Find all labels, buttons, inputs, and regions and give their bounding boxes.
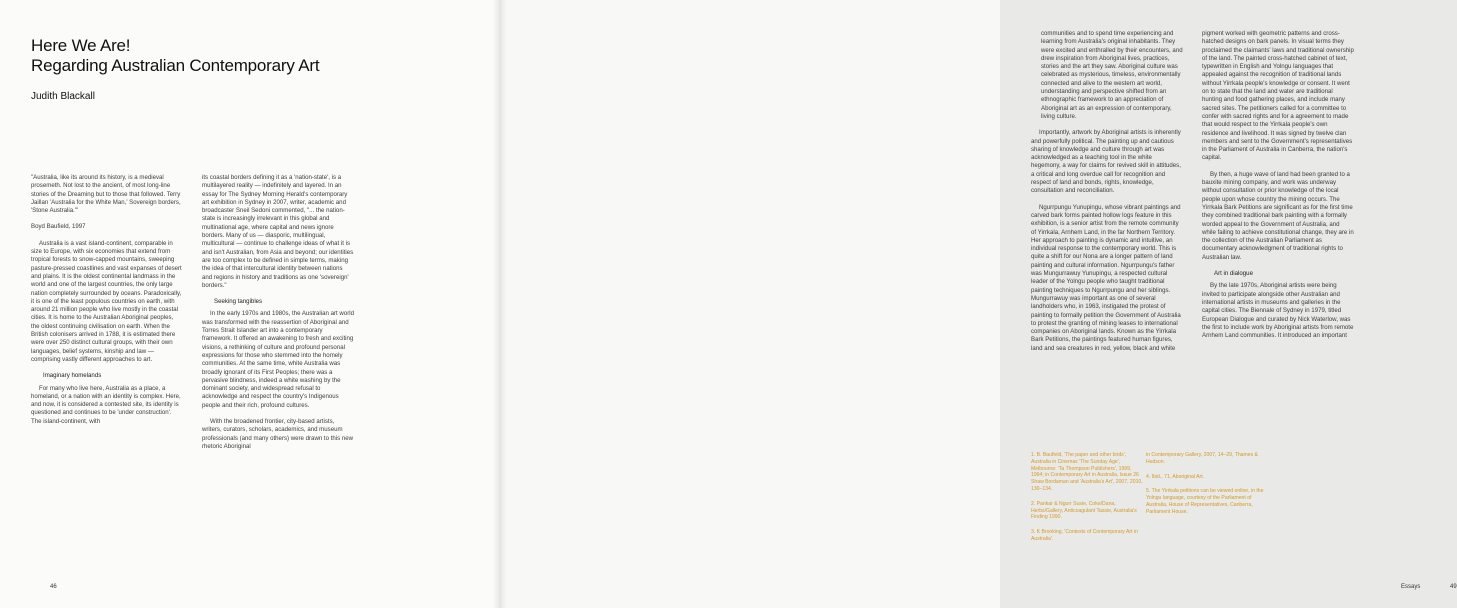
body-paragraph: pigment worked with geometric patterns and cross-hatched designs on bark panels. In visual terms they proclaimed the claimants' laws and traditional ownership of the land. The painted cross-hatched cabinet of text, typewritten in English and Yolngu languages that appealed against the recognition of traditional lands without Yirrkala people's knowledge or consent. It went on to state that the land and water are traditional hunting and food gathering places, and include many sacred sites. The petitioners called for a committee to confer with sacred rights and for a agreement to made that would respect to the Yirrkala people's own residence and livelihood. It was signed by twelve clan members and sent to the Government's representatives in the Parliament of Australia in Canberra, the nation's capital. — [1202, 30, 1354, 162]
body-paragraph: In the early 1970s and 1980s, the Australian art world was transformed with the reassertion of Aboriginal and Torres Strait Islander art into a contemporary framework. It offered an awakening to fresh and exciting visions, a rethinking of culture and profound personal expressions for those who stemmed into the homely communities. At the same time, white Australia was broadly ignorant of its First Peoples; there was a pervasive blindness, indeed a white washing by the dominant society, and widespread refusal to acknowledge and respect the country's Indigenous people and their rich, profound cultures. — [202, 310, 354, 409]
footnote: 1. B. Baufield, 'The paper and other birds', Australia in Cinemas 'The Sunday Age', Melbourne: 'Ta Thompson Publishers', 1999, 1994; in Contemporary Art in Australia, Issue 26 Shaw Bordaman and 'Australia's Art', 2007, 2010, 130–134. — [1031, 452, 1143, 492]
body-paragraph: Ngurrpungu Yunupingu, whose vibrant paintings and carved bark forms painted hollow logs feature in this exhibition, is a senior artist from the remote community of Yirrkala, Arnhem Land, in the far Northern Territory. Her approach to painting is dynamic and intuitive, an individual response to the contemporary world. This is quite a shift for our Nona are a longer pattern of land painting and cultural information. Ngurrpungu's father was Mungurrawuy Yunupingu, a respected cultural leader of the Yolngu people who taught traditional painting techniques to Ngurrpungu and her siblings. Mungurrawuy was important as one of several landholders who, in 1963, instigated the protest of painting to formally petition the Government of Australia to protest the granting of mining leases to international companies on Aboriginal lands. Known as the Yirrkala Bark Petitions, the paintings featured human figures, land and sea creatures in red, yellow, black and white — [1031, 203, 1181, 352]
section-subhead: Imaginary homelands — [43, 372, 102, 380]
body-paragraph: its coastal borders defining it as a 'nation-state', is a multilayered reality — indefinitely and layered. In an essay for The Sydney Morning Herald's contemporary art exhibition in Sydney in 2007, writer, academic and broadcaster Sneil Sedoni commented, "... the nation-state is increasingly irrelevant in this global and multinational age, where capital and news ignore borders. Many of us — diasporic, multilingual, multicultural — continue to challenge ideas of what it is and isn't Australian, from Asia and beyond; our identities are too complex to be defined in simple terms, making the idea of that intercultural identity between nations and regions in history and traditions as one 'sovereign' borders." — [202, 174, 354, 289]
author-name: Judith Blackall — [31, 91, 95, 102]
footnotes-column-1 — [1031, 452, 1143, 557]
body-paragraph: For many who live here, Australia as a place, a homeland, or a nation with an identity is complex. Here, and now, it is considered a contested site, its identity is questioned and continues to be 'under construction'. The island-continent, with — [31, 384, 181, 425]
body-paragraph: communities and to spend time experiencing and learning from Australia's original inhabitants. They were excited and enthralled by their encounters, and drew inspiration from Aboriginal lives, practices, stories and the art they saw. Aboriginal culture was celebrated as mysterious, timeless, environmentally connected and alive to the western art world, understanding and perspective shifted from an ethnographic framework to an appreciation of Aboriginal art as an expression of contemporary, living culture. — [1041, 30, 1183, 120]
title-line-1: Here We Are! — [31, 36, 131, 55]
body-paragraph: By the late 1970s, Aboriginal artists were being invited to participate alongside other Australian and international artists in museums and galleries in the capital cities. The Biennale of Sydney in 1979, titled European Dialogue and curated by Nick Waterlow, was the first to include work by Aboriginal artists from remote Arnhem Land communities. It introduced an important — [1202, 282, 1354, 340]
body-paragraph: With the broadened frontier, city-based artists, writers, curators, scholars, academics, and museum professionals (and many others) were drawn to this new rhetoric Aboriginal — [202, 418, 354, 450]
footnote: 5. The Yirrkala petitions can be viewed online, in the Yolngu language, courtesy of the Parliament of Australia, House of Representatives, Canberra, Parliament House. — [1146, 488, 1264, 515]
body-paragraph: Importantly, artwork by Aboriginal artists is inherently and powerfully political. The painting up and cautious sharing of knowledge and culture through art was acknowledged as a teaching tool in the white hegemony, a way for claims for revived skill in attitudes, a critical and long overdue call for recognition and respect of land and bonds, rights, knowledge, consultation and reconciliation. — [1031, 129, 1181, 195]
epigraph-quote: "Australia, like its around its history, is a medieval prosemeth. Not lost to the ancient, of most long-line stories of the Dreaming but to those that followed. Terry Jaillan 'Australia for the White Man,' Sovereign borders, 'Stone Australia.'" — [31, 174, 181, 215]
section-subhead: Art in dialogue — [1214, 270, 1253, 278]
right-column-1 — [1031, 30, 1183, 450]
left-column-1 — [31, 174, 183, 577]
body-paragraph: By then, a huge wave of land had been granted to a bauxite mining company, and work was underway without consultation or prior knowledge of the local people upon whose country the mining occurs. The Yirrkala Bark Petitions are significant as for the first time they combined traditional bark painting with a formally worded appeal to the Government of Australia, and while failing to achieve constitutional change, they are in the collection of the Australian Parliament as documentary acknowledgment of traditional rights to Australian law. — [1202, 170, 1354, 261]
footnote: in Contemporary Gallery, 2007, 14–29, Thames & Hudson. — [1146, 452, 1258, 465]
footnote: 3. K Brooking, 'Contexts of Contemporary Art in Australia'. — [1031, 529, 1138, 542]
right-column-2 — [1202, 30, 1354, 440]
page-number-left: 46 — [50, 584, 57, 590]
footnote: 4. Ibid., 71, Aboriginal Art. — [1146, 473, 1205, 480]
footnote: 2. Pankar & Ngurr Susie, Coke/Dana, Herbs/Gallery, Anticoagulant Tassie, Australia's Finding 1990. — [1031, 500, 1137, 521]
epigraph-attribution: Boyd Baufield, 1997 — [31, 223, 86, 231]
left-column-2 — [202, 174, 354, 577]
body-paragraph: Australia is a vast island-continent, comparable in size to Europe, with six economies that extend from tropical forests to snow-capped mountains, sweeping pasture-pressed coastlines and vast expanses of desert and plains. It is the oldest continental landmass in the world and one of the largest countries, the only large nation completely surrounded by oceans. Paradoxically, it is one of the least populous countries on earth, with around 21 million people who live mostly in the coastal cities. It is home to the Australian Aboriginal peoples, the oldest continuing civilisation on earth. When the British colonisers arrived in 1788, it is estimated there were over 250 distinct cultural groups, with their own languages, belief systems, kinship and law — comprising vastly different approaches to art. — [31, 239, 182, 363]
right-page — [500, 0, 1457, 608]
article-title — [31, 36, 319, 76]
page-number-right: 49 — [1450, 584, 1457, 590]
section-subhead: Seeking tangibles — [214, 298, 263, 306]
running-section-label: Essays — [1401, 584, 1421, 590]
left-page — [0, 0, 500, 608]
title-line-2: Regarding Australian Contemporary Art — [31, 56, 320, 75]
footnotes-column-2 — [1146, 452, 1264, 532]
